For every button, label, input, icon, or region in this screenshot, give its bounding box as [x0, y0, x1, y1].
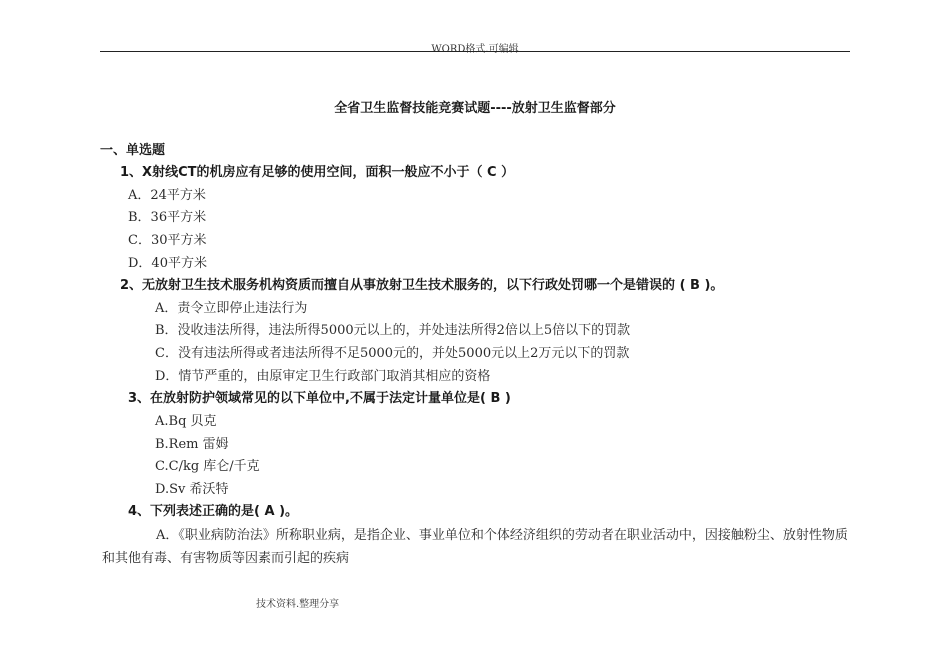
- page-header: WORD格式.可编辑: [431, 44, 519, 55]
- question-3-option-c: C.C/kg 库仑/千克: [155, 459, 260, 474]
- question-2-option-a: A．责令立即停止违法行为: [155, 301, 308, 316]
- question-4-option-a: A．《职业病防治法》所称职业病，是指企业、事业单位和个体经济组织的劳动者在职业活动中，因接触粉尘、放射性物质和其他有毒、有害物质等因素而引起的疾病: [102, 528, 848, 566]
- section-heading: 一、单选题: [100, 143, 166, 158]
- question-3-option-d: D.Sv 希沃特: [155, 482, 229, 497]
- page-footer: 技术资料.整理分享: [256, 599, 340, 610]
- question-1: 1、X射线CT的机房应有足够的使用空间，面积一般应不小于（ C ）: [120, 165, 515, 180]
- question-3-option-a: A.Bq 贝克: [155, 414, 217, 429]
- question-1-option-c: C．30平方米: [128, 233, 207, 248]
- header-divider: [100, 51, 850, 52]
- question-3: 3、在放射防护领域常见的以下单位中,不属于法定计量单位是( B ): [128, 391, 511, 406]
- question-2: 2、无放射卫生技术服务机构资质而擅自从事放射卫生技术服务的，以下行政处罚哪一个是错误的 ( B )。: [120, 278, 724, 293]
- question-3-option-b: B.Rem 雷姆: [155, 437, 229, 452]
- question-1-option-d: D．40平方米: [128, 256, 207, 271]
- document-title: 全省卫生监督技能竞赛试题----放射卫生监督部分: [334, 101, 616, 116]
- question-4: 4、下列表述正确的是( A )。: [128, 504, 299, 519]
- question-1-option-a: A．24平方米: [128, 188, 206, 203]
- question-2-option-d: D．情节严重的，由原审定卫生行政部门取消其相应的资格: [155, 369, 491, 384]
- question-2-option-c: C．没有违法所得或者违法所得不足5000元的，并处5000元以上2万元以下的罚款: [155, 346, 630, 361]
- question-1-option-b: B．36平方米: [128, 210, 207, 225]
- question-2-option-b: B．没收违法所得，违法所得5000元以上的，并处违法所得2倍以上5倍以下的罚款: [155, 323, 631, 338]
